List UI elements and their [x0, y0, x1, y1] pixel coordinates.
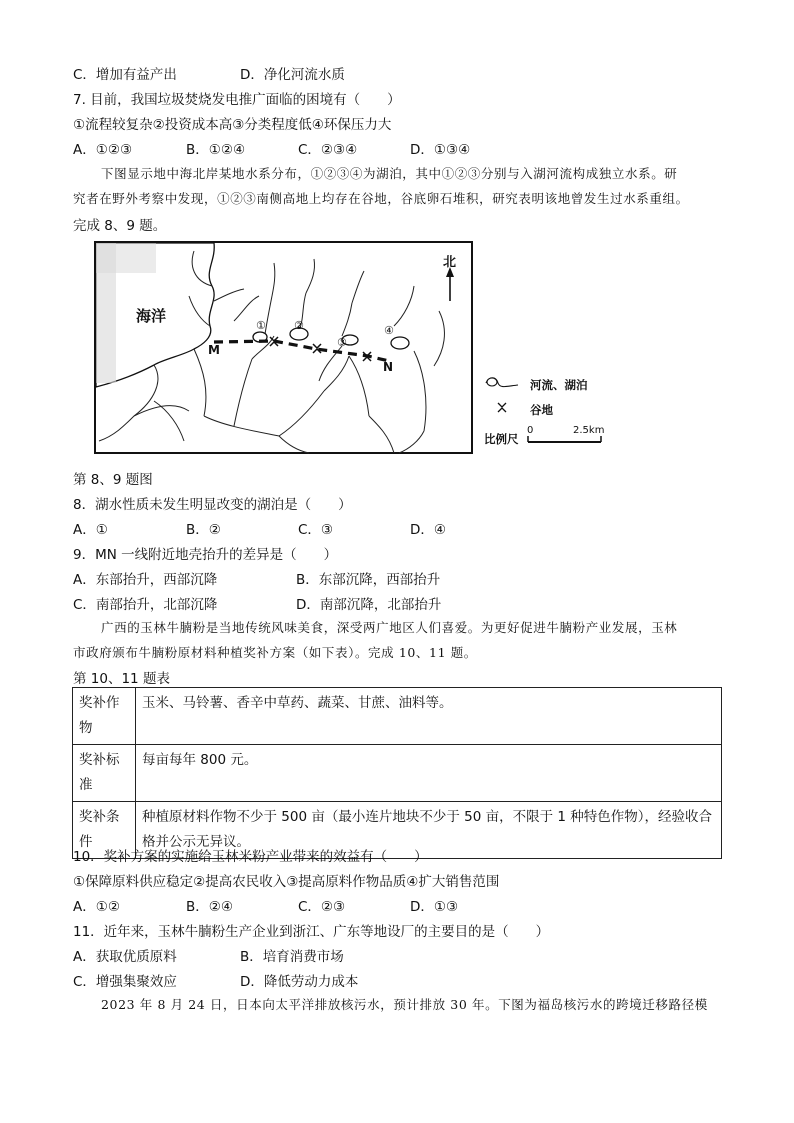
scale-max: 2.5km	[573, 425, 605, 436]
q9-stem: 9．MN 一线附近地壳抬升的差异是（ ）	[73, 547, 338, 563]
q10-items: ①保障原料供应稳定②提高农民收入③提高原料作物品质④扩大销售范围	[73, 874, 500, 890]
table-key-cell: 奖补标准	[73, 745, 136, 802]
table-row	[73, 745, 722, 802]
q9-option-d: D．南部沉降，北部抬升	[296, 597, 442, 613]
q7-items: ①流程较复杂②投资成本高③分类程度低④环保压力大	[73, 117, 392, 133]
q11-option-d: D．降低劳动力成本	[240, 974, 359, 990]
q7-option-d: D．①③④	[410, 142, 471, 158]
map-lake-label-1: ①	[256, 319, 266, 332]
q9-option-b: B．东部沉降，西部抬升	[296, 572, 441, 588]
q8-option-b: B．②	[186, 522, 221, 538]
q6-option-d: D．净化河流水质	[240, 67, 345, 83]
q7-stem: 7. 目前，我国垃圾焚烧发电推广面临的困境有（ ）	[73, 92, 401, 108]
q10-stem: 10．奖补方案的实施给玉林米粉产业带来的效益有（ ）	[73, 849, 428, 865]
intro-8-9-line2: 究者在野外考察中发现，①②③南侧高地上均存在谷地，谷底卵石堆积，研究表明该地曾发生过水系重组。	[73, 191, 689, 206]
q6-option-c: C．增加有益产出	[73, 67, 177, 83]
map-point-m: M	[208, 343, 220, 357]
q9-option-a: A．东部抬升，西部沉降	[73, 572, 218, 588]
q7-option-b: B．①②④	[186, 142, 246, 158]
intro-8-9-line1: 下图显示地中海北岸某地水系分布，①②③④为湖泊，其中①②③分别与入湖河流构成独立水系。研	[101, 166, 678, 181]
map-lake-label-4: ④	[384, 324, 394, 337]
table-key-cell: 奖补条件	[73, 802, 136, 859]
q8-option-d: D．④	[410, 522, 446, 538]
q11-stem: 11．近年来，玉林牛腩粉生产企业到浙江、广东等地设厂的主要目的是（ ）	[73, 924, 550, 940]
tail-text: 2023 年 8 月 24 日，日本向太平洋排放核污水，预计排放 30 年。下图为福岛核污水的跨境迁移路径模	[101, 997, 708, 1012]
scale-zero: 0	[527, 425, 534, 436]
figure-caption: 第 8、9 题图	[73, 472, 153, 488]
award-table	[72, 687, 722, 859]
q7-option-c: C．②③④	[298, 142, 358, 158]
legend-symbols	[484, 373, 524, 413]
lake-4	[391, 337, 409, 349]
q8-stem: 8．湖水性质未发生明显改变的湖泊是（ ）	[73, 497, 352, 513]
map-north-label: 北	[443, 255, 457, 270]
legend-valley-label: 谷地	[530, 403, 553, 417]
table-value-cell: 种植原材料作物不少于 500 亩（最小连片地块不少于 50 亩，不限于 1 种特色作物），经验收合格并公示无异议。	[136, 802, 722, 859]
map-point-n: N	[383, 360, 394, 374]
q8-option-a: A．①	[73, 522, 108, 538]
table-caption: 第 10、11 题表	[73, 671, 170, 687]
scale-label: 比例尺	[484, 432, 519, 446]
q8-option-c: C．③	[298, 522, 334, 538]
q7-option-a: A．①②③	[73, 142, 133, 158]
table-key-cell: 奖补作物	[73, 688, 136, 745]
q10-option-d: D．①③	[410, 899, 459, 915]
map-sea-label: 海洋	[136, 307, 167, 325]
intro-10-11-line2: 市政府颁布牛腩粉原材料种植奖补方案（如下表）。完成 10、11 题。	[73, 645, 477, 660]
q11-option-c: C．增强集聚效应	[73, 974, 177, 990]
table-value-cell: 每亩每年 800 元。	[136, 745, 722, 802]
q10-option-b: B．②④	[186, 899, 233, 915]
q11-option-a: A．获取优质原料	[73, 949, 177, 965]
legend-river-label: 河流、湖泊	[530, 378, 588, 392]
map-lake-label-2: ②	[294, 319, 304, 332]
table-row	[73, 688, 722, 745]
q9-option-c: C．南部抬升，北部沉降	[73, 597, 218, 613]
q11-option-b: B．培育消费市场	[240, 949, 344, 965]
scale-bar-outside	[527, 436, 603, 444]
intro-10-11-line1: 广西的玉林牛腩粉是当地传统风味美食，深受两广地区人们喜爱。为更好促进牛腩粉产业发展，玉林	[101, 620, 678, 635]
q10-option-a: A．①②	[73, 899, 120, 915]
q10-option-c: C．②③	[298, 899, 346, 915]
map-lake-label-3: ③	[337, 336, 347, 349]
intro-8-9-line3: 完成 8、9 题。	[73, 218, 167, 234]
table-value-cell: 玉米、马铃薯、香辛中草药、蔬菜、甘蔗、油料等。	[136, 688, 722, 745]
water-system-map	[94, 241, 473, 454]
